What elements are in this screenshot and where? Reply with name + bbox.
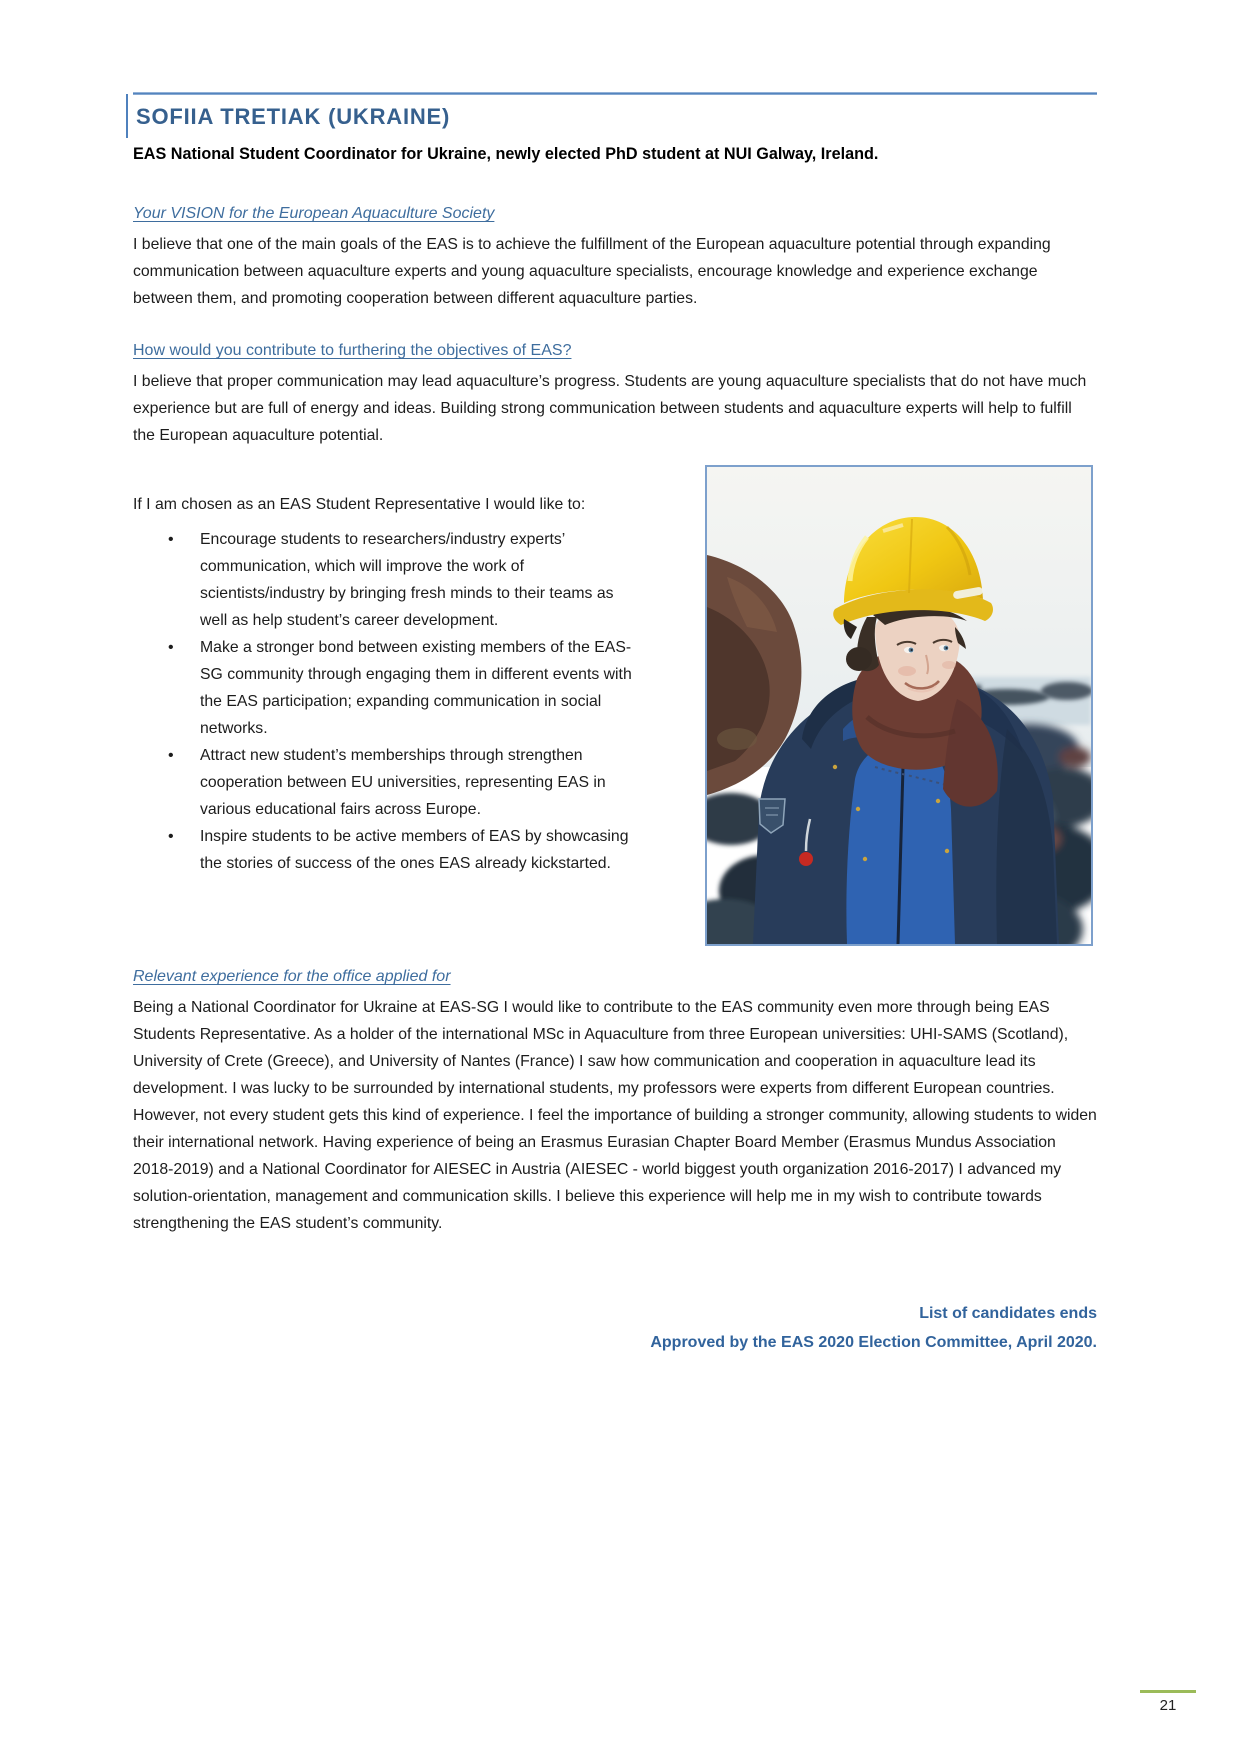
footer-rule [1140, 1690, 1196, 1693]
page-footer [1140, 1690, 1196, 1714]
list-and-photo-row [133, 465, 1097, 946]
goals-intro: If I am chosen as an EAS Student Representative I would like to: [133, 496, 586, 513]
page-content [133, 92, 1097, 1357]
section-heading-experience: Relevant experience for the office applied for [133, 968, 451, 985]
approval-note [133, 1299, 1097, 1357]
vision-paragraph: I believe that one of the main goals of the EAS is to achieve the fulfillment of the European aquaculture potential through expanding communication between aquaculture experts and young aquaculture specialists, encourage knowledge and experience exchange between them, and promoting cooperation between different aquaculture parties. [133, 236, 1051, 307]
section-heading-contribute: How would you contribute to furthering the objectives of EAS? [133, 342, 572, 359]
page-title: SOFIIA TRETIAK (UKRAINE) [136, 104, 451, 129]
goal-list-item: • Make a stronger bond between existing members of the EAS-SG community through engaging them in different events with the EAS participation; expanding communication in social networks. [168, 634, 632, 742]
goal-list-item: • Inspire students to be active members of EAS by showcasing the stories of success of the ones EAS already kickstarted. [168, 823, 632, 877]
goal-list-item: • Encourage students to researchers/industry experts’ communication, which will improve the work of scientists/industry by bringing fresh minds to their teams as well as help student’s career development. [168, 526, 632, 634]
contribute-paragraph: I believe that proper communication may lead aquaculture’s progress. Students are young aquaculture specialists that do not have much experience but are full of energy and ideas. Building strong communication between students and aquaculture experts will help to fulfill the European aquaculture potential. [133, 373, 1087, 444]
candidate-photo [705, 465, 1093, 946]
approved-line: Approved by the EAS 2020 Election Committee, April 2020. [650, 1334, 1097, 1351]
list-ends-line: List of candidates ends [919, 1305, 1097, 1322]
title-top-rule [133, 92, 1097, 95]
goals-column [133, 465, 655, 877]
experience-paragraph: Being a National Coordinator for Ukraine at EAS-SG I would like to contribute to the EAS community even more through being EAS Students Representative. As a holder of the international MSc in Aquaculture from three European universities: UHI-SAMS (Scotland), University of Crete (Greece), and University of Nantes (France) I saw how communication and cooperation in aquaculture lead its development. I was lucky to be surrounded by international students, my professors were experts from different European countries. However, not every student gets this kind of experience. I feel the importance of building a stronger community, allowing students to widen their international network. Having experience of being an Erasmus Eurasian Chapter Board Member (Erasmus Mundus Association 2018-2019) and a National Coordinator for AIESEC in Austria (AIESEC - world biggest youth organization 2016-2017) I advanced my solution-orientation, management and communication skills. I believe this experience will help me in my wish to contribute towards strengthening the EAS student’s community. [133, 999, 1097, 1232]
title-left-bar [126, 94, 128, 138]
goals-bullet-list [133, 526, 655, 877]
title-block [133, 92, 1097, 130]
page-number: 21 [1159, 1697, 1177, 1714]
section-heading-vision: Your VISION for the European Aquaculture Society [133, 205, 495, 222]
goal-list-item: • Attract new student’s memberships through strengthen cooperation between EU universities, representing EAS in various educational fairs across Europe. [168, 742, 632, 823]
candidate-role-subtitle: EAS National Student Coordinator for Ukraine, newly elected PhD student at NUI Galway, Ireland. [133, 145, 879, 163]
